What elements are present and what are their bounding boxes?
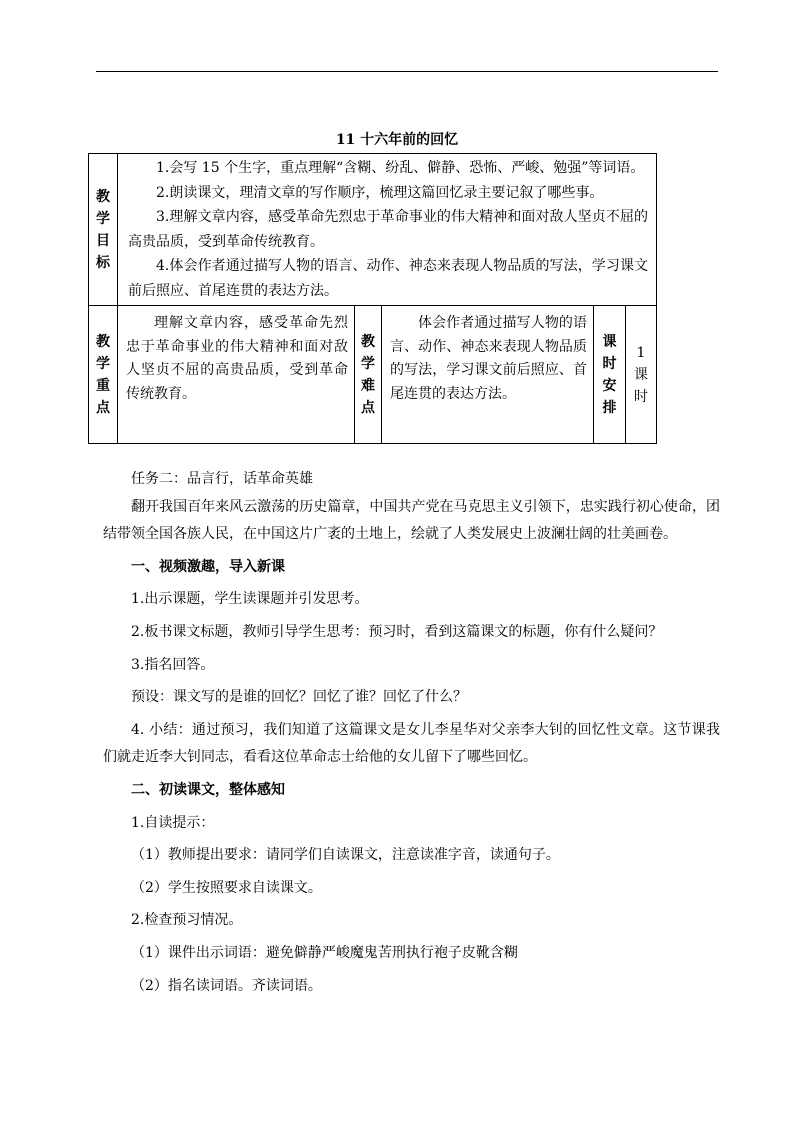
sub-step-item: （2）指名读词语。齐读词语。: [131, 977, 322, 994]
difficult-points-label: 教 学 难 点: [355, 306, 382, 444]
step-item: 2.检查预习情况。: [131, 912, 243, 929]
sub-step-item: （2）学生按照要求自读课文。: [131, 879, 322, 896]
section-heading: 一、视频激趣，导入新课: [131, 558, 285, 575]
teaching-plan-table: [88, 153, 657, 444]
sub-step-item: （1）课件出示词语：避免僻静严峻魔鬼苦刑执行袍子皮靴含糊: [131, 944, 518, 961]
goal-item: 1.会写 15 个生字，重点理解“含糊、纷乱、僻静、恐怖、严峻、勉强”等词语。: [156, 160, 645, 176]
goals-cell: [118, 154, 657, 306]
lesson-body: [103, 466, 720, 1000]
key-points-cell: [118, 306, 355, 444]
goal-item: 2.朗读课文，理清文章的写作顺序，梳理这篇回忆录主要记叙了哪些事。: [156, 184, 604, 201]
preset-line: 预设：课文写的是谁的回忆？回忆了谁？回忆了什么？: [131, 689, 467, 706]
goal-item: 4.体会作者通过描写人物的语言、动作、神态来表现人物品质的写法，学习课文前后照应、首尾连贯的表达方法。: [128, 258, 649, 299]
step-item: 2.板书课文标题，教师引导学生思考：预习时，看到这篇课文的标题，你有什么疑问？: [131, 623, 663, 640]
intro-paragraph: 翻开我国百年来风云激荡的历史篇章，中国共产党在马克思主义引领下，忠实践行初心使命，团结带领全国各族人民，在中国这片广袤的土地上，绘就了人类发展史上波澜壮阔的壮美画卷。: [103, 498, 720, 543]
step-item: 1.出示课题，学生读课题并引发思考。: [131, 591, 369, 608]
focus-row: [89, 306, 657, 444]
step-item: 1.自读提示：: [131, 814, 215, 831]
task-line: 任务二：品言行，话革命英雄: [131, 471, 313, 487]
section-heading: 二、初读课文，整体感知: [131, 781, 285, 798]
difficult-points-text: 体会作者通过描写人物的语言、动作、神态来表现人物品质的写法，学习课文前后照应、首尾连贯的表达方法。: [390, 315, 587, 402]
lesson-title: 11 十六年前的回忆: [335, 132, 459, 148]
difficult-points-cell: [382, 306, 594, 444]
goal-item: 3.理解文章内容，感受革命先烈忠于革命事业的伟大精神和面对敌人坚贞不屈的高贵品质，受到革命传统教育。: [128, 209, 649, 250]
key-points-label: 教 学 重 点: [89, 306, 118, 444]
header-rule: [96, 71, 718, 72]
schedule-label: 课 时 安 排: [594, 306, 626, 444]
schedule-value: 1 课 时: [626, 306, 657, 444]
key-points-text: 理解文章内容，感受革命先烈忠于革命事业的伟大精神和面对敌人坚贞不屈的高贵品质，受到革命传统教育。: [126, 315, 348, 402]
sub-step-item: （1）教师提出要求：请同学们自读课文，注意读准字音，读通句子。: [131, 847, 560, 864]
goals-row: [89, 154, 657, 306]
summary-paragraph: 4. 小结：通过预习，我们知道了这篇课文是女儿李星华对父亲李大钊的回忆性文章。这节课我们就走近李大钊同志，看看这位革命志士给他的女儿留下了哪些回忆。: [103, 721, 720, 766]
step-item: 3.指名回答。: [131, 656, 215, 673]
goals-label: 教 学 目 标: [89, 154, 118, 306]
